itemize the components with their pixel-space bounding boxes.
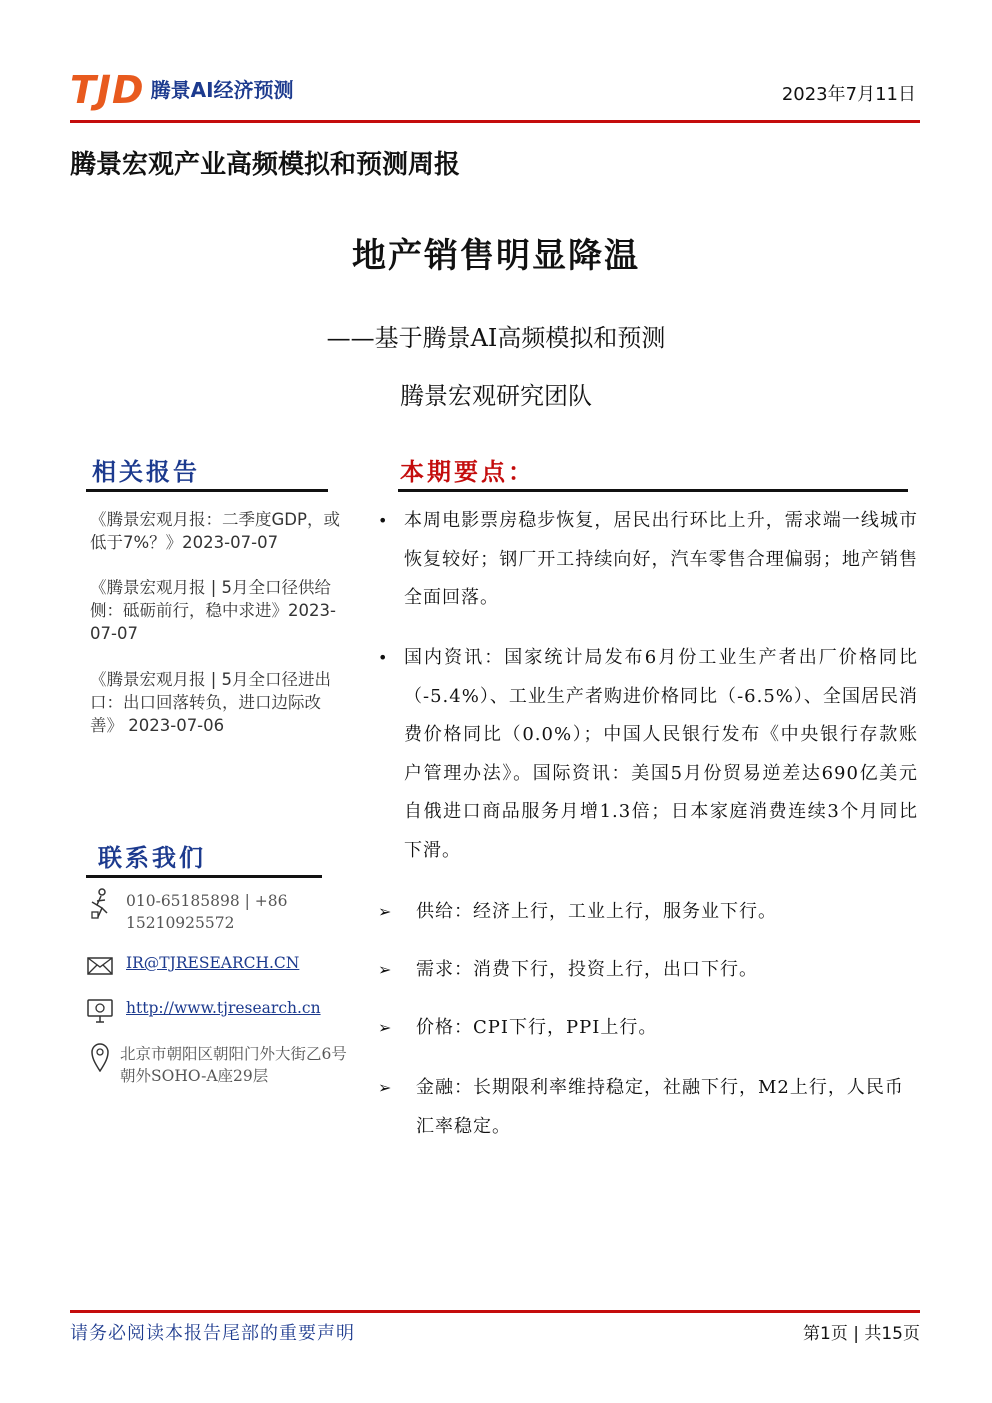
contact-heading: 联系我们 — [98, 843, 206, 872]
highlights-heading: 本期要点： — [400, 457, 535, 486]
bullet-marker: • — [378, 511, 388, 530]
disclaimer-notice: 请务必阅读本报告尾部的重要声明 — [70, 1323, 355, 1344]
page-number: 第1页 | 共15页 — [803, 1324, 920, 1344]
main-title: 地产销售明显降温 — [352, 236, 640, 276]
author-team: 腾景宏观研究团队 — [400, 382, 592, 410]
logo-mark: TJD — [70, 68, 145, 112]
finance-text: 金融：长期限利率维持稳定，社融下行，M2上行，人民币汇率稳定。 — [416, 1077, 904, 1137]
related-report-3[interactable]: 《腾景宏观月报 | 5月全口径进出口：出口回落转负，进口边际改善》 2023-07-06 — [90, 670, 332, 735]
header-divider — [70, 120, 920, 123]
supply-text: 供给：经济上行，工业上行，服务业下行。 — [416, 901, 777, 922]
highlight-bullet-1 — [378, 502, 918, 618]
bullet-text: 国内资讯：国家统计局发布6月份工业生产者出厂价格同比（-5.4%）、工业生产者购进价格同比（-6.5%）、全国居民消费价格同比（0.0%）；中国人民银行发布《中央银行存款账户管理办法》。国际资讯：美国5月份贸易逆差达690亿美元 自俄进口商品服务月增1.3倍；日本家庭消费连续3个月同比下滑。 — [404, 647, 918, 861]
contact-website — [86, 997, 321, 1025]
arrow-marker-icon: ➢ — [378, 1078, 392, 1097]
contact-divider — [86, 875, 322, 878]
highlight-price — [378, 1009, 918, 1048]
website-link[interactable]: http://www.tjresearch.cn — [126, 999, 321, 1017]
subtitle: ——基于腾景AI高频模拟和预测 — [326, 324, 666, 352]
related-report-1[interactable]: 《腾景宏观月报：二季度GDP，或低于7%？》2023-07-07 — [90, 510, 340, 552]
mail-icon — [86, 952, 114, 980]
email-link[interactable]: IR@TJRESEARCH.CN — [126, 954, 300, 972]
arrow-marker-icon: ➢ — [378, 960, 392, 979]
highlight-bullet-2 — [378, 639, 918, 870]
location-pin-icon — [86, 1043, 114, 1071]
arrow-marker-icon: ➢ — [378, 902, 392, 921]
company-logo — [70, 70, 294, 110]
arrow-marker-icon: ➢ — [378, 1018, 392, 1037]
report-series-title: 腾景宏观产业高频模拟和预测周报 — [70, 150, 461, 180]
logo-text: 腾景AI经济预测 — [150, 78, 294, 102]
related-report-2[interactable]: 《腾景宏观月报 | 5月全口径供给侧：砥砺前行，稳中求进》2023-07-07 — [90, 578, 336, 643]
highlight-demand — [378, 951, 918, 990]
monitor-icon — [86, 997, 114, 1025]
contact-email — [86, 952, 299, 980]
footer-divider — [70, 1310, 920, 1313]
contact-address — [86, 1043, 358, 1087]
phone-number: 010-65185898 | +86 15210925572 — [126, 892, 288, 932]
related-reports-divider — [86, 489, 328, 492]
report-date: 2023年7月11日 — [781, 84, 916, 105]
related-reports-heading: 相关报告 — [92, 457, 200, 486]
bullet-text: 本周电影票房稳步恢复，居民出行环比上升，需求端一线城市恢复较好；钢厂开工持续向好，汽车零售合理偏弱；地产销售全面回落。 — [404, 510, 918, 608]
contact-phone — [86, 890, 316, 934]
price-text: 价格：CPI下行，PPI上行。 — [416, 1017, 658, 1038]
address-text: 北京市朝阳区朝阳门外大街乙6号朝外SOHO-A座29层 — [120, 1045, 347, 1085]
highlight-finance — [378, 1069, 918, 1146]
highlights-divider — [398, 489, 908, 492]
phone-icon — [86, 890, 114, 918]
highlight-supply — [378, 893, 918, 932]
demand-text: 需求：消费下行，投资上行，出口下行。 — [416, 959, 758, 980]
bullet-marker: • — [378, 648, 388, 667]
